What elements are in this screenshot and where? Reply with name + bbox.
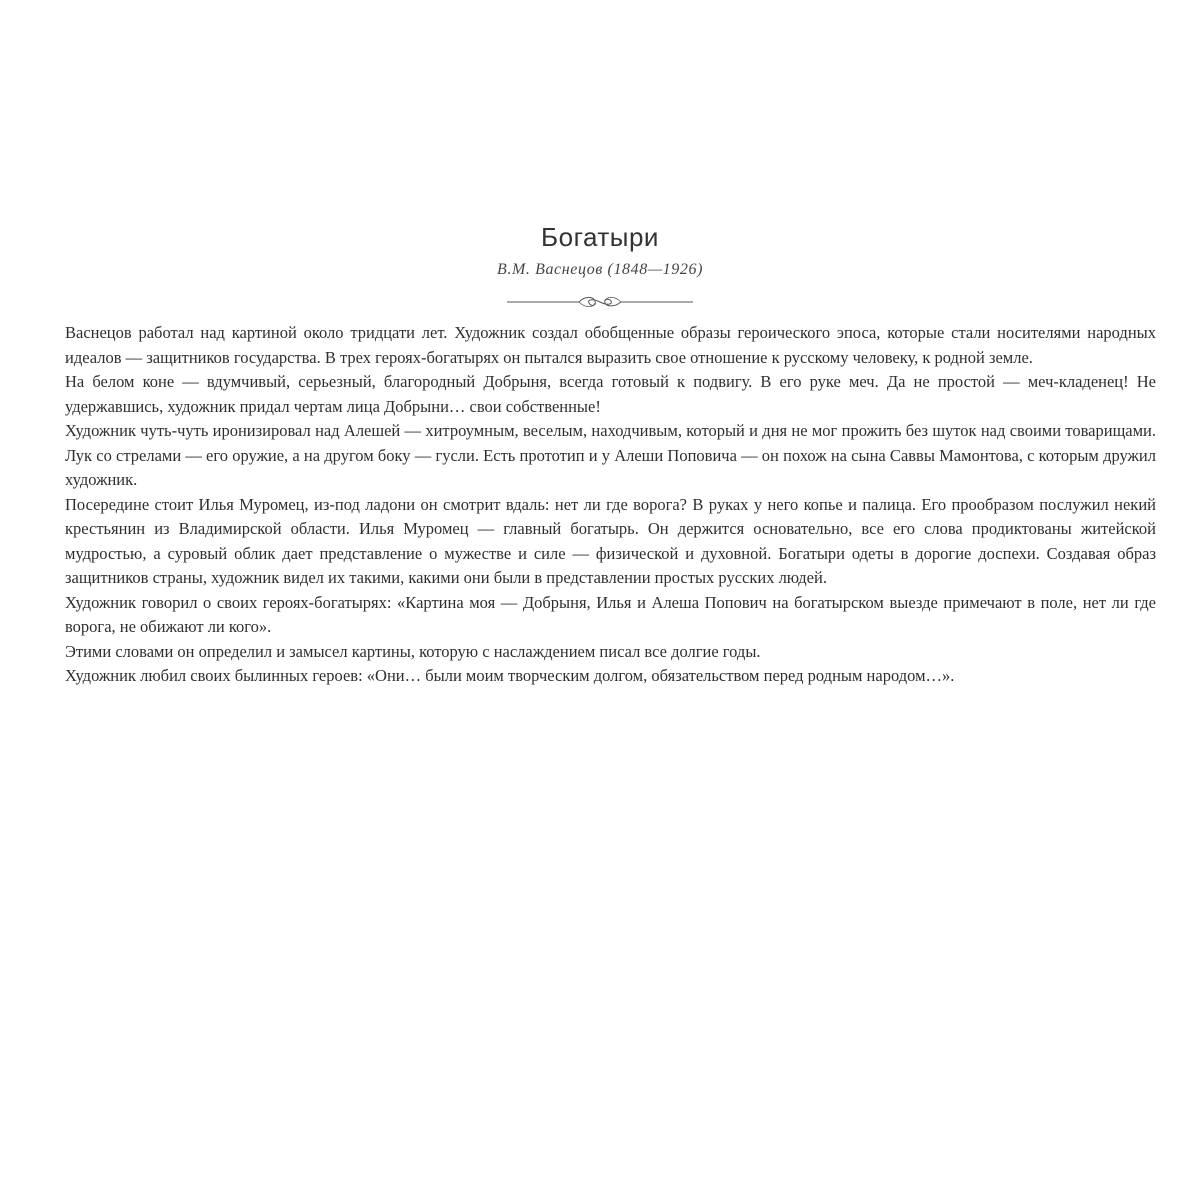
page-title: Богатыри [541, 222, 659, 252]
paragraph: Этими словами он определил и замысел картины, которую с наслаждением писал все долгие годы. [65, 641, 761, 661]
paragraph: Художник говорил о своих героях-богатырях: «Картина моя — Добрыня, Илья и Алеша Попович на богатырском выезде примечают в поле, нет ли где ворога, не обижают ли кого». [65, 592, 1156, 636]
paragraph: Художник чуть-чуть иронизировал над Алешей — хитроумным, веселым, находчивым, который и дня не мог прожить без шуток над своими товарищами. Лук со стрелами — его оружие, а на другом боку — гусли. Есть прототип и у Алеши Поповича — он похож на сына Саввы Мамонтова, с которым дружил художник. [65, 421, 1156, 489]
paragraph: На белом коне — вдумчивый, серьезный, благородный Добрыня, всегда готовый к подвигу. В его руке меч. Да не простой — меч-кладенец! Не удержавшись, художник придал чертам лица Добрыни… свои собственные! [65, 372, 1156, 416]
article-body [65, 321, 1156, 689]
paragraph: Посередине стоит Илья Муромец, из-под ладони он смотрит вдаль: нет ли где ворога? В руках у него копье и палица. Его прообразом послужил некий крестьянин из Владимирской области. Илья Муромец — главный богатырь. Он держится основательно, все его слова продиктованы житейской мудростью, а суровый облик дает представление о мужестве и силе — физической и духовной. Богатыри одеты в дорогие доспехи. Создавая образ защитников страны, художник видел их такими, какими они были в представлении простых русских людей. [65, 494, 1156, 587]
author-subtitle: В.М. Васнецов (1848—1926) [496, 261, 704, 278]
paragraph: Художник любил своих былинных героев: «Они… были моим творческим долгом, обязательством перед родным народом…». [65, 666, 955, 685]
ornamental-divider-icon [507, 292, 693, 312]
paragraph: Васнецов работал над картиной около тридцати лет. Художник создал обобщенные образы героического эпоса, которые стали носителями народных идеалов — защитников государства. В трех героях-богатырях он пытался выразить свое отношение к русскому человеку, к родной земле. [65, 323, 1156, 367]
